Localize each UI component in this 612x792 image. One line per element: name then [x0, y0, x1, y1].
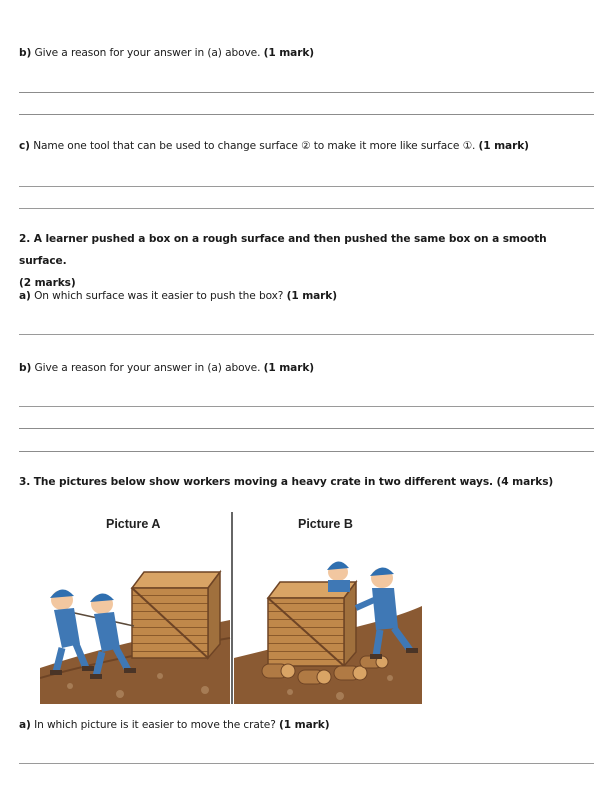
question-stem-line2: (2 marks): [19, 277, 76, 289]
question-text: Give a reason for your answer in (a) above.: [31, 362, 264, 374]
picture-b-label: Picture B: [298, 517, 353, 531]
crate-icon: [268, 582, 356, 666]
question-3a: [19, 714, 597, 736]
picture-b: [234, 517, 422, 704]
question-label: b): [19, 47, 32, 59]
question-2a: [19, 285, 597, 307]
question-stem-line1: 2. A learner pushed a box on a rough surface and then pushed the same box on a smooth surface.: [19, 233, 547, 267]
question-label: a): [19, 290, 31, 302]
answer-line[interactable]: [19, 334, 594, 335]
answer-line[interactable]: [19, 92, 594, 93]
worker-icon: [327, 561, 350, 592]
question-text: Give a reason for your answer in (a) above.: [31, 47, 264, 59]
answer-line[interactable]: [19, 114, 594, 115]
question-label: a): [19, 719, 31, 731]
marks: (1 mark): [263, 47, 315, 59]
answer-line[interactable]: [19, 406, 594, 407]
question-text: Name one tool that can be used to change surface ② to make it more like surface ①.: [29, 140, 479, 152]
marks: (1 mark): [286, 290, 337, 302]
answer-line[interactable]: [19, 763, 594, 764]
answer-line[interactable]: [19, 451, 594, 452]
question-text: On which surface was it easier to push the box?: [30, 290, 287, 302]
answer-line[interactable]: [19, 428, 594, 429]
marks: (1 mark): [279, 719, 330, 731]
picture-a-label: Picture A: [106, 517, 161, 531]
question-1c: [19, 135, 597, 157]
answer-line[interactable]: [19, 208, 594, 209]
question-label: b): [19, 362, 32, 374]
marks: (1 mark): [478, 140, 529, 152]
crate-icon: [132, 572, 220, 658]
answer-line[interactable]: [19, 186, 594, 187]
marks: (1 mark): [263, 362, 315, 374]
picture-a: [40, 517, 230, 704]
crate-pictures-figure: [40, 508, 422, 704]
question-stem: 3. The pictures below show workers moving a heavy crate in two different ways. (4 marks): [19, 476, 554, 488]
question-text: In which picture is it easier to move the crate?: [30, 719, 280, 731]
question-2b: [19, 357, 597, 379]
question-label: c): [19, 140, 30, 152]
question-3-stem: [19, 471, 597, 493]
question-1b: [19, 42, 597, 64]
